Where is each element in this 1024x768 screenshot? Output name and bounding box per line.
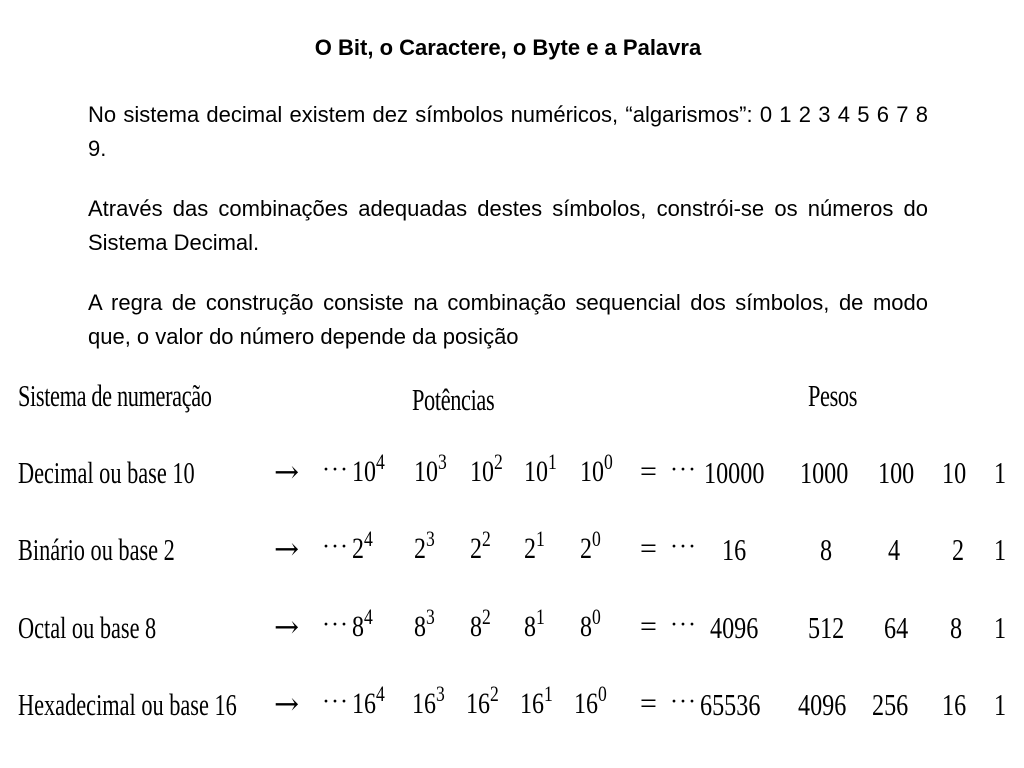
- weight-value: 1: [994, 610, 1007, 645]
- row-label: Octal ou base 8: [18, 610, 157, 645]
- power-term: [470, 526, 491, 566]
- power-term: [352, 604, 373, 644]
- weight-value: 4096: [798, 687, 847, 722]
- weight-value: 8: [950, 610, 963, 645]
- power-term: [414, 604, 435, 644]
- power-base: 16: [574, 687, 598, 720]
- power-term: [412, 681, 445, 721]
- arrow-icon: →: [274, 610, 300, 645]
- weight-value: 1: [994, 687, 1007, 722]
- power-exponent: 4: [364, 604, 373, 629]
- power-base: 10: [352, 455, 376, 488]
- table-row: [0, 526, 1024, 592]
- power-exponent: 2: [482, 526, 491, 551]
- power-exponent: 4: [364, 526, 373, 551]
- power-exponent: 2: [490, 681, 499, 706]
- arrow-icon: →: [274, 455, 300, 490]
- power-base: 8: [470, 610, 482, 643]
- equals-sign: =: [640, 455, 657, 488]
- power-exponent: 2: [494, 449, 503, 474]
- image-overlap-edge: [80, 350, 940, 360]
- weight-value: 4096: [710, 610, 759, 645]
- power-term: [352, 526, 373, 566]
- power-base: 2: [414, 532, 426, 565]
- power-exponent: 1: [548, 449, 557, 474]
- power-exponent: 0: [592, 526, 601, 551]
- weight-value: 10000: [704, 455, 765, 490]
- power-exponent: 1: [544, 681, 553, 706]
- power-term: [470, 604, 491, 644]
- power-term: [524, 526, 545, 566]
- paragraph-construction-rule: A regra de construção consiste na combinação sequencial dos símbolos, de modo que, o valor do número depende da posição: [88, 290, 928, 349]
- weight-value: 256: [872, 687, 909, 722]
- header-potencias: Potências: [412, 382, 495, 417]
- weight-value: 1000: [800, 455, 849, 490]
- power-term: [470, 449, 503, 489]
- arrow-icon: →: [274, 687, 300, 722]
- power-base: 10: [414, 455, 438, 488]
- slide-title: O Bit, o Caractere, o Byte e a Palavra: [314, 35, 702, 60]
- power-term: [580, 526, 601, 566]
- header-sistema: Sistema de numeração: [18, 378, 212, 413]
- equals-sign: =: [640, 687, 657, 720]
- power-exponent: 3: [436, 681, 445, 706]
- power-base: 10: [580, 455, 604, 488]
- ellipsis-weights: ···: [670, 612, 697, 638]
- power-exponent: 2: [482, 604, 491, 629]
- table-row: [0, 604, 1024, 670]
- power-exponent: 3: [426, 604, 435, 629]
- weight-value: 1: [994, 455, 1007, 490]
- power-term: [466, 681, 499, 721]
- power-base: 2: [470, 532, 482, 565]
- power-base: 8: [524, 610, 536, 643]
- row-label: Binário ou base 2: [18, 532, 175, 567]
- power-term: [524, 449, 557, 489]
- ellipsis-powers: ···: [322, 457, 349, 483]
- power-base: 8: [352, 610, 364, 643]
- power-base: 8: [580, 610, 592, 643]
- power-term: [520, 681, 553, 721]
- power-base: 2: [524, 532, 536, 565]
- row-label: Hexadecimal ou base 16: [18, 687, 237, 722]
- weight-value: 100: [878, 455, 915, 490]
- power-exponent: 4: [376, 681, 385, 706]
- power-exponent: 0: [592, 604, 601, 629]
- power-base: 16: [466, 687, 490, 720]
- power-term: [580, 449, 613, 489]
- power-term: [352, 449, 385, 489]
- ellipsis-weights: ···: [670, 689, 697, 715]
- ellipsis-powers: ···: [322, 534, 349, 560]
- power-exponent: 0: [604, 449, 613, 474]
- power-exponent: 1: [536, 526, 545, 551]
- ellipsis-powers: ···: [322, 689, 349, 715]
- power-exponent: 1: [536, 604, 545, 629]
- power-exponent: 3: [426, 526, 435, 551]
- equals-sign: =: [640, 532, 657, 565]
- weight-value: 1: [994, 532, 1007, 567]
- paragraph-decimal-symbols: No sistema decimal existem dez símbolos numéricos, “algarismos”: 0 1 2 3 4 5 6 7 8 9.: [88, 102, 928, 161]
- ellipsis-powers: ···: [322, 612, 349, 638]
- power-exponent: 0: [598, 681, 607, 706]
- power-term: [414, 449, 447, 489]
- power-base: 10: [470, 455, 494, 488]
- row-label: Decimal ou base 10: [18, 455, 195, 490]
- ellipsis-weights: ···: [670, 534, 697, 560]
- weight-value: 16: [722, 532, 747, 567]
- power-exponent: 3: [438, 449, 447, 474]
- arrow-icon: →: [274, 532, 300, 567]
- power-exponent: 4: [376, 449, 385, 474]
- ellipsis-weights: ···: [670, 457, 697, 483]
- weight-value: 16: [942, 687, 967, 722]
- power-term: [580, 604, 601, 644]
- power-term: [524, 604, 545, 644]
- weight-value: 8: [820, 532, 833, 567]
- weight-value: 10: [942, 455, 967, 490]
- power-term: [414, 526, 435, 566]
- numeration-table-image: [0, 360, 1024, 760]
- power-base: 2: [580, 532, 592, 565]
- paragraph-combinations: Através das combinações adequadas destes símbolos, constrói-se os números do Sistema Decimal.: [88, 196, 928, 255]
- power-base: 16: [352, 687, 376, 720]
- weight-value: 2: [952, 532, 965, 567]
- table-row: [0, 681, 1024, 747]
- weight-value: 65536: [700, 687, 761, 722]
- power-base: 16: [412, 687, 436, 720]
- table-row: [0, 449, 1024, 515]
- equals-sign: =: [640, 610, 657, 643]
- weight-value: 512: [808, 610, 845, 645]
- weight-value: 4: [888, 532, 901, 567]
- power-base: 8: [414, 610, 426, 643]
- power-base: 2: [352, 532, 364, 565]
- power-base: 16: [520, 687, 544, 720]
- weight-value: 64: [884, 610, 909, 645]
- header-pesos: Pesos: [808, 378, 858, 413]
- power-base: 10: [524, 455, 548, 488]
- power-term: [352, 681, 385, 721]
- power-term: [574, 681, 607, 721]
